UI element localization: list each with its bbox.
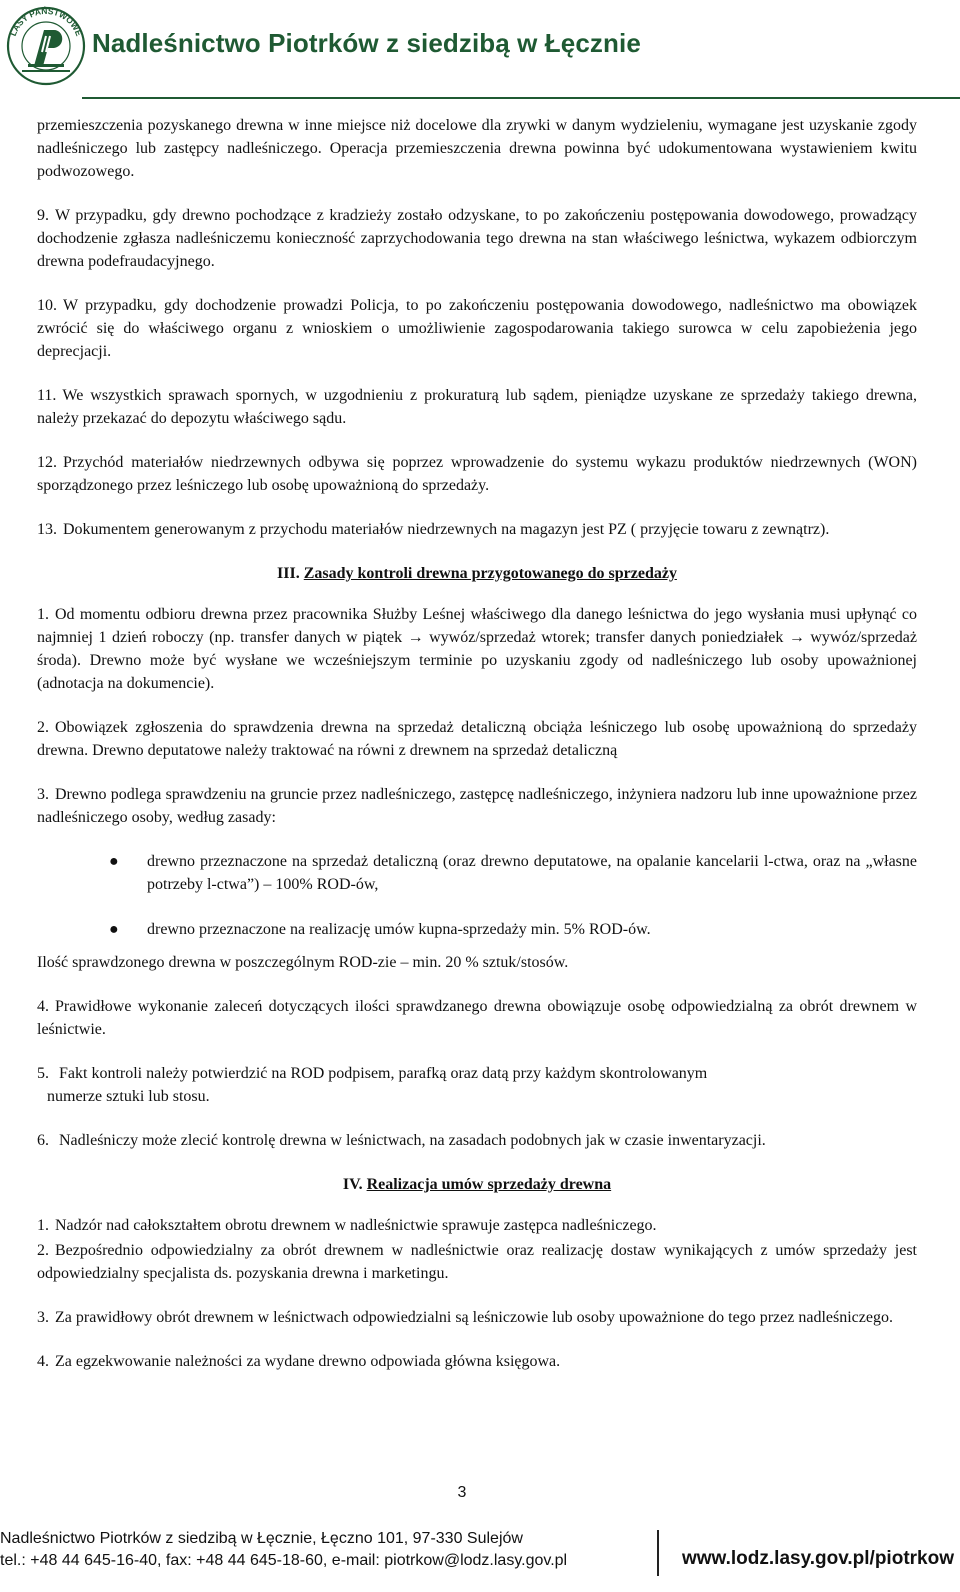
footer-divider xyxy=(657,1530,659,1576)
section3-item-4 xyxy=(37,995,917,1041)
list-item-11 xyxy=(37,384,917,430)
section-heading-iv xyxy=(37,1173,917,1196)
section4-item-2 xyxy=(37,1239,917,1285)
item-text: W przypadku, gdy drewno pochodzące z kradzieży zostało odzyskane, to po zakończeniu postępowania dowodowego, prowadzący dochodzenie zgłasza nadleśniczemu konieczność zaprzychodowania tego drewna na stan właściwego leśnictwa, wykazem odbiorczym drewna podefraudacyjnego. xyxy=(37,207,917,270)
section3-item-5 xyxy=(37,1062,917,1108)
item-number: 1. xyxy=(37,606,49,623)
item-text: We wszystkich sprawach spornych, w uzgodnieniu z prokuraturą lub sądem, pieniądze uzyskane ze sprzedaży takiego drewna, należy przekazać do depozytu właściwego sądu. xyxy=(37,387,917,427)
list-item xyxy=(37,850,917,896)
item-number: 4. xyxy=(37,998,49,1015)
header-divider xyxy=(82,97,960,99)
list-item-12 xyxy=(37,451,917,497)
item-text: Prawidłowe wykonanie zaleceń dotyczących ilości sprawdzanego drewna obowiązuje osobę odpowiedzialną za obrót drewnem w leśnictwie. xyxy=(37,998,917,1038)
item-text: Bezpośrednio odpowiedzialny za obrót drewnem w nadleśnictwie oraz realizację dostaw wynikających z umów sprzedaży jest odpowiedzialny specjalista ds. pozyskania drewna i marketingu. xyxy=(37,1242,917,1282)
item-number: 5. xyxy=(37,1065,49,1082)
item-text: Nadleśniczy może zlecić kontrolę drewna w leśnictwach, na zasadach podobnych jak w czasie inwentaryzacji. xyxy=(55,1132,766,1149)
section-title: Realizacja umów sprzedaży drewna xyxy=(366,1176,612,1193)
item-number: 9. xyxy=(37,207,49,224)
section3-item-6 xyxy=(37,1129,917,1152)
item-text-continued: numerze sztuki lub stosu. xyxy=(47,1088,210,1105)
page-footer xyxy=(0,1518,960,1592)
logo-text: LASY PAŃSTWOWE xyxy=(7,5,85,38)
item-text: Obowiązek zgłoszenia do sprawdzenia drewna na sprzedaż detaliczną obciąża leśniczego lub osobę upoważnioną do sprzedaży drewna. Drewno deputatowe należy traktować na równi z drewnem na sprzedaż detaliczną xyxy=(37,719,917,759)
footer-website-link[interactable]: www.lodz.lasy.gov.pl/piotrkow xyxy=(681,1548,954,1569)
section-roman: IV. xyxy=(342,1176,363,1193)
item-text: Dokumentem generowanym z przychodu materiałów niedrzewnych na magazyn jest PZ ( przyjęcie towaru z zewnątrz). xyxy=(63,521,830,538)
section4-item-1 xyxy=(37,1214,917,1237)
bullet-text: drewno przeznaczone na realizację umów kupna-sprzedaży min. 5% ROD-ów. xyxy=(147,921,651,938)
intro-paragraph: przemieszczenia pozyskanego drewna w inne miejsce niż docelowe dla zrywki w danym wydzieleniu, wymagane jest uzyskanie zgody nadleśniczego lub zastępcy nadleśniczego. Operacja przemieszczenia drewna powinna być udokumentowana wystawieniem kwitu podwozowego. xyxy=(37,117,917,180)
page-number: 3 xyxy=(457,1484,467,1501)
section-heading-iii xyxy=(37,562,917,585)
item-number: 11. xyxy=(37,387,57,404)
lasy-panstwowe-logo xyxy=(4,2,88,86)
item-number: 12. xyxy=(37,454,57,471)
list-item-13 xyxy=(37,518,917,541)
item-text: Za prawidłowy obrót drewnem w leśnictwach odpowiedzialni są leśniczowie lub osoby upoważnione do tego przez nadleśniczego. xyxy=(55,1309,893,1326)
item-number: 6. xyxy=(37,1132,49,1149)
item-number: 4. xyxy=(37,1353,49,1370)
section-title: Zasady kontroli drewna przygotowanego do sprzedaży xyxy=(303,565,677,582)
item-number: 3. xyxy=(37,786,49,803)
bullet-text: drewno przeznaczone na sprzedaż detaliczną (oraz drewno deputatowe, na opalanie kancelarii l-ctwa, oraz na „własne potrzeby l-ctwa”) – 100% ROD-ów, xyxy=(147,853,917,893)
item-text: Nadzór nad całokształtem obrotu drewnem w nadleśnictwie sprawuje zastępca nadleśniczego. xyxy=(55,1217,657,1234)
footer-contact: tel.: +48 44 645-16-40, fax: +48 44 645-18-60, e-mail: piotrkow@lodz.lasy.gov.pl xyxy=(0,1552,568,1569)
section4-item-4 xyxy=(37,1350,917,1373)
item-number: 2. xyxy=(37,719,49,736)
control-rules-list xyxy=(37,850,917,941)
item-text: Drewno podlega sprawdzeniu na gruncie przez nadleśniczego, zastępcę nadleśniczego, inżyniera nadzoru lub inne upoważnione przez nadleśniczego osoby, według zasady: xyxy=(37,786,917,826)
item-number: 2. xyxy=(37,1242,49,1259)
item-text: Przychód materiałów niedrzewnych odbywa się poprzez wprowadzenie do systemu wykazu produktów niedrzewnych (WON) sporządzonego przez leśniczego lub osobę upoważnioną do sprzedaży. xyxy=(37,454,917,494)
item-number: 3. xyxy=(37,1309,49,1326)
bullet-icon: ● xyxy=(109,853,119,870)
section-roman: III. xyxy=(277,565,300,582)
section4-item-3 xyxy=(37,1306,917,1329)
section3-item-1 xyxy=(37,603,917,695)
item-number: 13. xyxy=(37,521,57,538)
list-item-10 xyxy=(37,294,917,363)
document-body xyxy=(37,114,917,1394)
section3-item-2 xyxy=(37,716,917,762)
section3-item-3 xyxy=(37,783,917,829)
footer-address: Nadleśnictwo Piotrków z siedzibą w Łęcznie, Łęczno 101, 97-330 Sulejów xyxy=(0,1530,523,1547)
item-text: Od momentu odbioru drewna przez pracownika Służby Leśnej właściwego dla danego leśnictwa do jego wysłania musi upłynąć co najmniej 1 dzień roboczy (np. transfer danych w piątek → wywóz/sprzedaż wtorek; transfer danych poniedziałek → wywóz/sprzedaż środa). Drewno może być wysłane we wcześniejszym terminie po uzyskaniu zgody od nadleśniczego lub osoby upoważnionej (adnotacja na dokumencie). xyxy=(37,606,917,692)
list-item xyxy=(37,918,917,941)
list-item-9 xyxy=(37,204,917,273)
header-title: Nadleśnictwo Piotrków z siedzibą w Łęcznie xyxy=(92,28,641,58)
item-text: W przypadku, gdy dochodzenie prowadzi Policja, to po zakończeniu postępowania dowodowego, nadleśnictwo ma obowiązek zwrócić się do właściwego organu z wnioskiem o umożliwienie zagospodarowania takiego surowca w celu zapobieżenia jego deprecjacji. xyxy=(37,297,917,360)
item-number: 10. xyxy=(37,297,57,314)
item-text: Za egzekwowanie należności za wydane drewno odpowiada główna księgowa. xyxy=(55,1353,561,1370)
bullet-icon: ● xyxy=(109,921,119,938)
page-header xyxy=(0,0,960,104)
sampling-note: Ilość sprawdzonego drewna w poszczególnym ROD-zie – min. 20 % sztuk/stosów. xyxy=(37,954,569,971)
item-text: Fakt kontroli należy potwierdzić na ROD podpisem, parafką oraz datą przy każdym skontrolowanym xyxy=(55,1065,708,1082)
item-number: 1. xyxy=(37,1217,49,1234)
footer-contact-block xyxy=(0,1528,567,1572)
